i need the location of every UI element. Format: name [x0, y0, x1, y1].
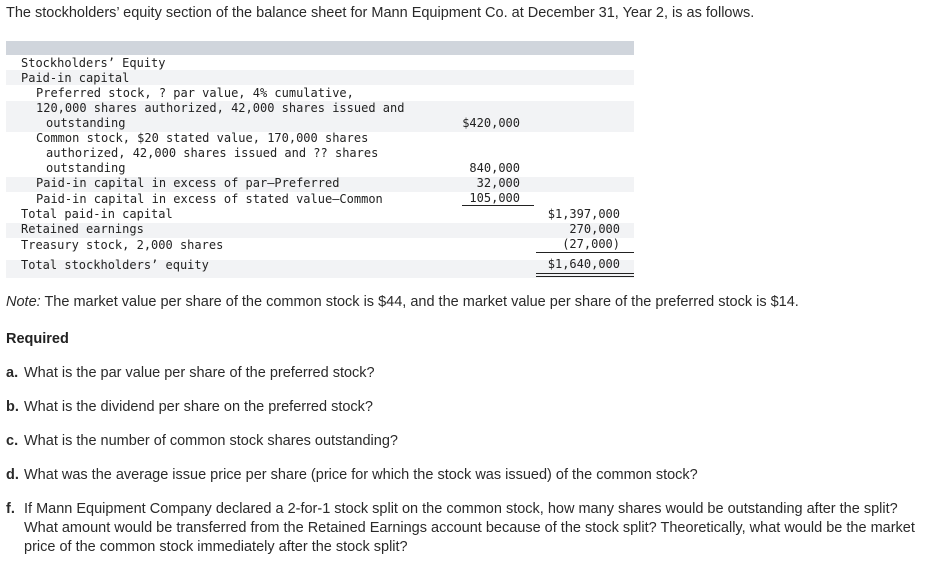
question-c	[6, 432, 926, 451]
question-text: If Mann Equipment Company declared a 2-for-1 stock split on the common stock, how many shares would be outstanding after the split? What amount would be transferred from the Retained Earnings account because of the stock split? Theoretically, what would be the market price of the common stock immediately after the stock split?	[24, 501, 915, 555]
double-underline-bottom	[536, 276, 634, 277]
row-label: Paid-in capital	[21, 71, 130, 85]
row-label: Total stockholders’ equity	[21, 258, 209, 272]
pic-common-amount: 105,000	[469, 191, 520, 205]
row-label: Preferred stock, ? par value, 4% cumulative,	[36, 86, 354, 100]
question-text: What is the number of common stock shares outstanding?	[24, 433, 398, 449]
row-label: outstanding	[46, 161, 126, 175]
retained-earnings-amount: 270,000	[569, 222, 620, 236]
question-d	[6, 466, 926, 485]
preferred-stock-amount: $420,000	[462, 116, 520, 130]
row-label: Treasury stock, 2,000 shares	[21, 238, 224, 252]
common-stock-amount: 840,000	[469, 161, 520, 175]
question-b	[6, 398, 926, 417]
intro-text: The stockholders’ equity section of the balance sheet for Mann Equipment Co. at December 31, Year 2, is as follows.	[6, 5, 755, 21]
subtotal-underline	[462, 205, 534, 206]
row-label: Paid-in capital in excess of par—Preferred	[36, 176, 340, 190]
row-label: Total paid-in capital	[21, 207, 173, 221]
question-a	[6, 364, 926, 383]
required-heading: Required	[6, 331, 69, 347]
row-label: Paid-in capital in excess of stated value—Common	[36, 192, 383, 206]
note-text: The market value per share of the common stock is $44, and the market value per share of the preferred stock is $14.	[40, 294, 799, 310]
row-label: outstanding	[46, 116, 126, 130]
question-text: What is the dividend per share on the preferred stock?	[24, 399, 373, 415]
row-label: Retained earnings	[21, 222, 144, 236]
pic-preferred-amount: 32,000	[476, 176, 520, 190]
total-paid-in-amount: $1,397,000	[547, 207, 620, 221]
question-label: a.	[6, 365, 19, 381]
question-label: b.	[6, 399, 19, 415]
row-label: 120,000 shares authorized, 42,000 shares issued and	[36, 101, 405, 115]
total-equity-amount: $1,640,000	[547, 257, 620, 271]
question-text: What was the average issue price per share (price for which the stock was issued) of the common stock?	[24, 467, 698, 483]
question-label: d.	[6, 467, 19, 483]
table-header-bar	[6, 41, 634, 55]
table-title: Stockholders’ Equity	[21, 56, 166, 70]
row-label: authorized, 42,000 shares issued and ?? shares	[46, 146, 379, 160]
question-label: c.	[6, 433, 19, 449]
treasury-stock-amount: (27,000)	[562, 237, 620, 251]
note-label: Note:	[6, 294, 41, 310]
double-underline-top	[536, 273, 634, 274]
question-f	[6, 500, 934, 557]
note	[6, 294, 799, 310]
total-underline	[536, 252, 634, 253]
question-label: f.	[6, 501, 15, 517]
question-text: What is the par value per share of the preferred stock?	[24, 365, 375, 381]
stockholders-equity-table	[6, 40, 634, 278]
row-label: Common stock, $20 stated value, 170,000 shares	[36, 131, 369, 145]
